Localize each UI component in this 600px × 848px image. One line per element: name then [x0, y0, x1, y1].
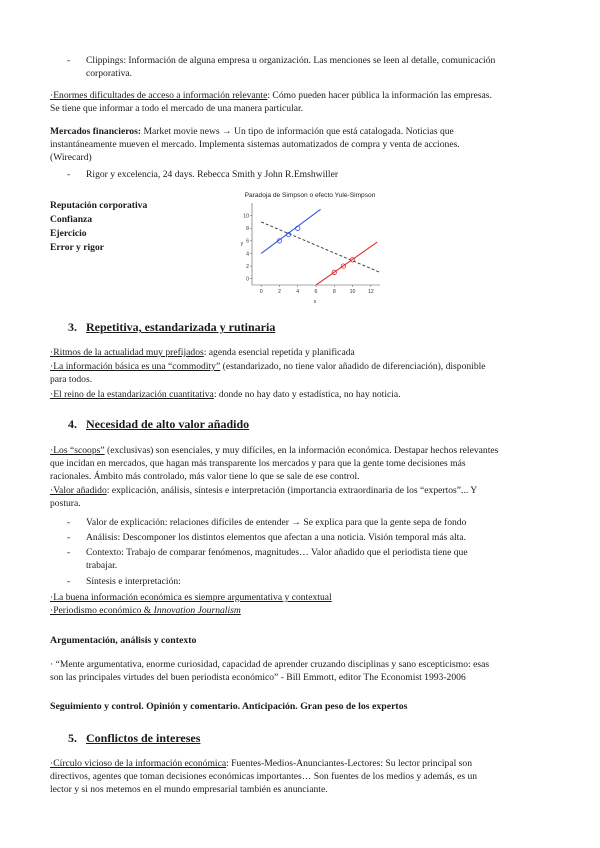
circulo-line2: directivos, agentes que toman decisiones económicas importantes… Son fuentes de los medios y además, es un — [50, 771, 478, 782]
enormes-text: : Cómo pueden hacer pública la información las empresas. — [267, 90, 492, 101]
section-4-heading — [68, 418, 249, 431]
chart-x-tick-label: 4 — [296, 289, 300, 295]
innovation-journalism: Innovation Journalism — [153, 605, 241, 616]
seguimiento-line: Seguimiento y control. Opinión y comentario. Anticipación. Gran peso de los expertos — [50, 701, 408, 712]
clippings-text: : Información de alguna empresa u organización. Las menciones se leen al detalle, comunicación — [123, 55, 496, 66]
section-3-heading — [68, 321, 275, 334]
valor-line1: : explicación, análisis, síntesis e interpretación (importancia extraordinaria de los “expertos”... Y — [106, 485, 478, 496]
chart-y-tick-label: 10 — [243, 213, 249, 220]
chart-x-tick-label: 10 — [349, 289, 356, 295]
mercados-line3: (Wirecard) — [50, 152, 92, 163]
list-item-error-rigor: Error y rigor — [50, 242, 104, 253]
sec3-text-2: (estandarizado, no tiene valor añadido de diferenciación), disponible — [220, 361, 486, 372]
list-item-reputacion: Reputación corporativa — [50, 200, 148, 211]
clippings-cont: corporativa. — [86, 68, 133, 79]
argumentacion-title: Argumentación, análisis y contexto — [50, 635, 197, 646]
section-4-title: Necesidad de alto valor añadido — [86, 417, 250, 431]
chart-plot-area — [240, 203, 380, 295]
list-item-confianza: Confianza — [50, 214, 93, 225]
enormes-cont: Se tiene que informar a todo el mercado de una manera particular. — [50, 103, 304, 114]
section-3-number: 3. — [68, 320, 77, 334]
bullet-dash: - — [67, 576, 71, 587]
chart-y-tick-label: 8 — [246, 226, 249, 233]
bullet-contexto: Contexto: Trabajo de comparar fenómenos, magnitudes… Valor añadido que el periodista tiene que — [86, 547, 468, 558]
clippings-bullet — [86, 54, 556, 67]
bullet-dash: - — [67, 55, 71, 66]
chart-x-tick-label: 6 — [314, 289, 318, 295]
sec3-text-3: : donde no hay dato y estadística, no hay noticia. — [213, 389, 401, 400]
sec3-term-2: ·La información básica es una “commodity” — [50, 361, 221, 372]
bullet-contexto-cont: trabajar. — [86, 560, 118, 571]
scoops-line2: que incidan en mercados, que hagan más transparente los mercados y para que la gente tome decisiones más — [50, 458, 466, 469]
chart-y-axis-label: y — [240, 241, 244, 247]
bullet-dash: - — [67, 517, 71, 528]
circulo-line1: : Fuentes-Medios-Anunciantes-Lectores: Su lector principal son — [226, 758, 473, 769]
section-5-title: Conflictos de intereses — [86, 731, 201, 745]
clippings-term: Clippings — [86, 55, 124, 66]
scoops-term: ·Los “scoops” — [50, 445, 105, 456]
scoops-line1: (exclusivas) son esenciales, y muy difíciles, en la información económica. Destapar hechos relevantes — [104, 445, 499, 456]
emmott-quote-line1: · “Mente argumentativa, enorme curiosidad, capacidad de aprender cruzando disciplinas y sano escepticismo: esas — [50, 659, 490, 670]
sec3-term-3: ·El reino de la estandarización cuantitativa — [50, 389, 214, 400]
sec3-para-3 — [50, 388, 565, 401]
sec3-para-1 — [50, 346, 565, 359]
periodismo-text: ·Periodismo económico & — [50, 605, 154, 616]
simpson-chart — [230, 187, 390, 305]
bullet-sintesis: Síntesis e interpretación: — [86, 576, 181, 587]
valor-line2: postura. — [50, 498, 81, 509]
scoops-line3: racionales. Ámbito más controlado, más valor tiene lo que se sale de ese control. — [50, 471, 360, 482]
bullet-dash: - — [67, 532, 71, 543]
chart-series-2-line — [316, 242, 377, 285]
bullet-analisis: Análisis: Descomponer los distintos elementos que afectan a una noticia. Visión temporal más alta. — [86, 532, 466, 543]
chart-y-tick-label: 2 — [246, 263, 249, 270]
circulo-term: ·Círculo vicioso de la información económica — [50, 758, 227, 769]
enormes-para — [50, 89, 565, 102]
emmott-quote-line2: son las principales virtudes del buen periodista económico” - Bill Emmott, editor The Economist 1993-2006 — [50, 672, 466, 683]
section-5-heading — [68, 732, 200, 745]
bullet-dash: - — [67, 169, 71, 180]
sec3-para-2-cont: para todos. — [50, 374, 93, 385]
circulo-line3: lector y si nos metemos en el mundo empresarial también es anunciante. — [50, 784, 328, 795]
section-3-title: Repetitiva, estandarizada y rutinaria — [86, 320, 276, 334]
circulo-para — [50, 757, 565, 770]
chart-title: Paradoja de Simpson o efecto Yule-Simpson — [244, 192, 376, 199]
sec3-text-1: : agenda esencial repetida y planificada — [203, 347, 355, 358]
chart-y-tick-label: 0 — [246, 276, 249, 283]
mercados-term: Mercados financieros: — [50, 126, 142, 137]
mercados-para — [50, 125, 565, 138]
mercados-line2: instantáneamente mueven el mercado. Implementa sistemas automatizados de compra y venta de acciones. — [50, 139, 460, 150]
sec3-term-1: ·Ritmos de la actualidad muy prefijados — [50, 347, 204, 358]
mercados-line1: Market movie news → Un tipo de información que está catalogada. Noticias que — [141, 126, 454, 137]
chart-x-tick-label: 2 — [277, 289, 281, 295]
enormes-term: ·Enormes dificultades de acceso a información relevante — [50, 90, 268, 101]
valor-para — [50, 484, 565, 497]
buena-informacion: ·La buena información económica es siempre argumentativa y contextual — [50, 592, 332, 603]
list-item-ejercicio: Ejercicio — [50, 228, 87, 239]
valor-term: ·Valor añadido — [50, 485, 107, 496]
bullet-dash: - — [67, 547, 71, 558]
chart-series-1-line — [261, 209, 320, 253]
scoops-para — [50, 444, 565, 457]
chart-x-axis-label: x — [313, 299, 317, 305]
chart-overall-trend-line — [261, 222, 380, 272]
rigor-bullet: Rigor y excelencia, 24 days. Rebecca Smith y John R.Emshwiller — [86, 169, 339, 180]
section-4-number: 4. — [68, 417, 77, 431]
chart-x-tick-label: 8 — [332, 289, 336, 295]
bullet-explicacion: Valor de explicación: relaciones difíciles de entender → Se explica para que la gente sepa de fondo — [86, 517, 467, 528]
periodismo-economico — [50, 604, 565, 617]
section-5-number: 5. — [68, 731, 77, 745]
chart-x-tick-label: 12 — [367, 289, 374, 295]
sec3-para-2 — [50, 360, 565, 373]
chart-y-tick-label: 4 — [246, 251, 249, 258]
chart-x-tick-label: 0 — [259, 289, 263, 295]
chart-y-tick-label: 6 — [246, 238, 249, 245]
